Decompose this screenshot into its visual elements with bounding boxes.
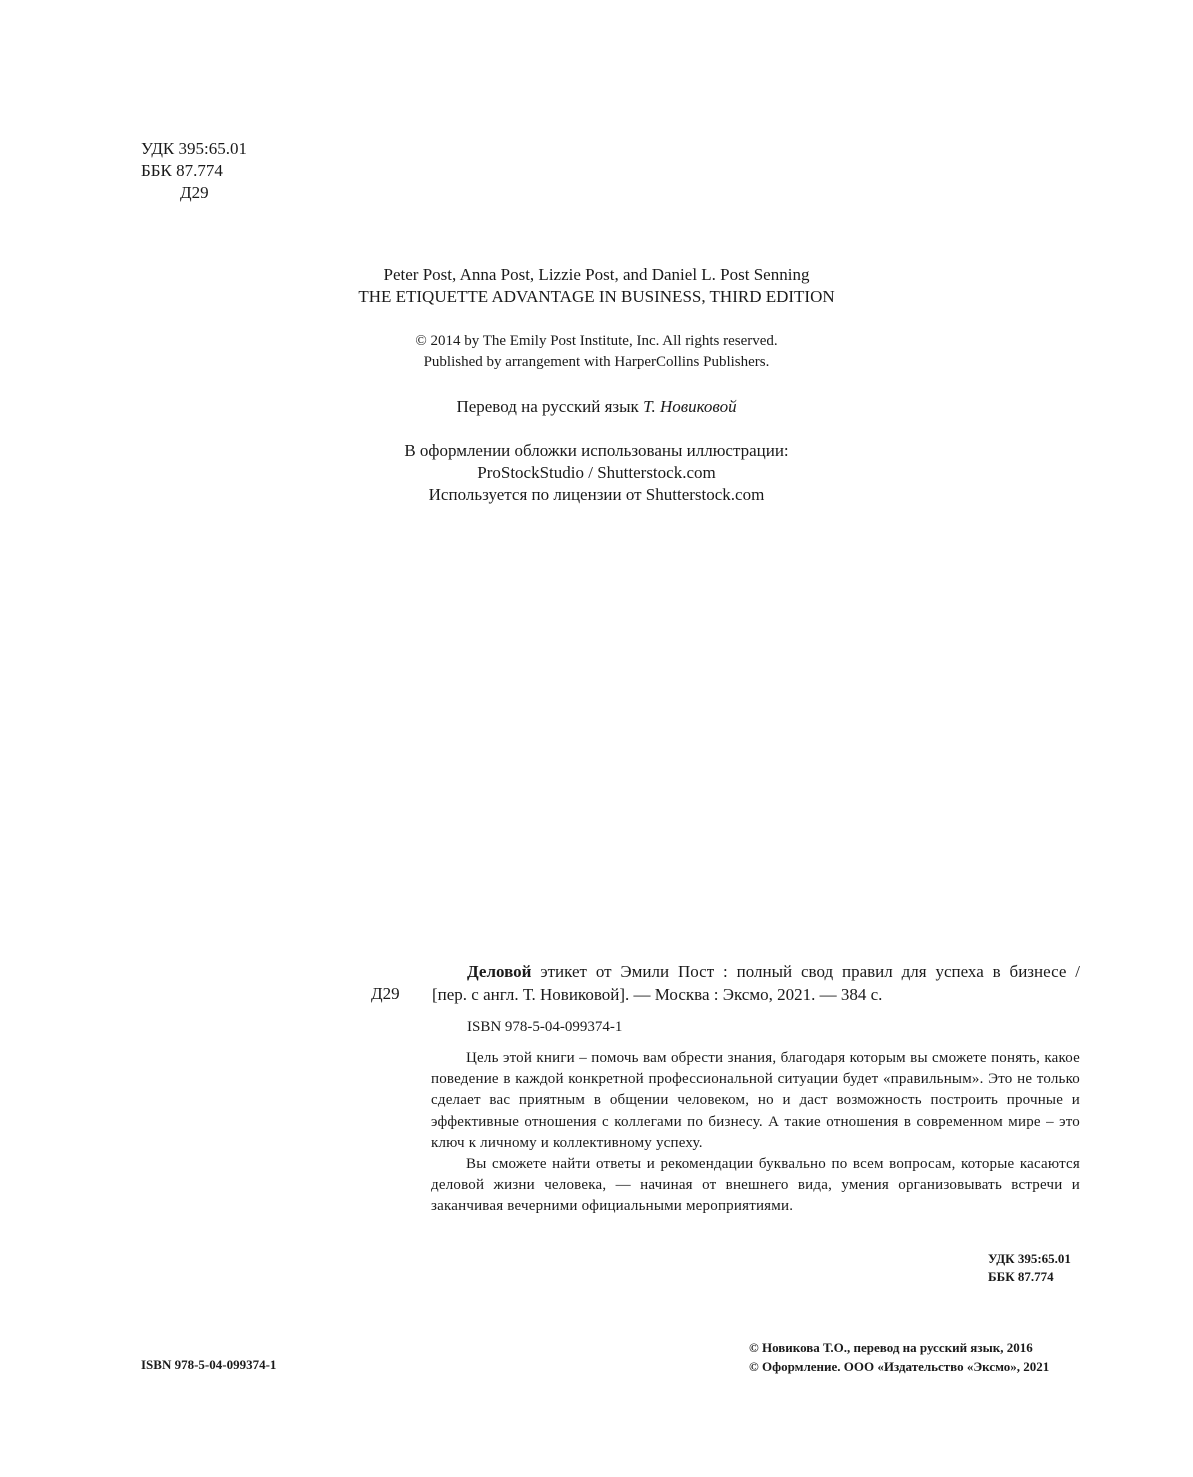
original-title: THE ETIQUETTE ADVANTAGE IN BUSINESS, THIRD EDITION xyxy=(358,287,835,306)
catalog-card-title xyxy=(432,960,1080,1006)
translation-prefix: Перевод на русский язык xyxy=(456,397,644,416)
arrangement-note: Published by arrangement with HarperCollins Publishers. xyxy=(423,354,770,370)
catalog-card-annotation xyxy=(431,1048,1080,1218)
card-udk-code: УДК 395:65.01 xyxy=(988,1251,1071,1266)
catalog-title-bold: Деловой xyxy=(467,962,532,981)
annotation-paragraph: Цель этой книги – помочь вам обрести знания, благодаря которым вы сможете понять, какое поведение в каждой конкретной профессиональной ситуации будет «правильным». Это не только сделает вас приятным в общении человеком, но и даст возможность построить прочные и эффективные отношения с коллегами по бизнесу. А такие отношения в современном мире – это ключ к личному и коллективному успеху. xyxy=(431,1050,1080,1151)
cover-credits-line: В оформлении обложки использованы иллюстрации: xyxy=(404,441,789,460)
design-copyright: © Оформление. ООО «Издательство «Эксмо», 2021 xyxy=(749,1359,1050,1374)
catalog-card-codes xyxy=(988,1250,1071,1286)
translation-copyright: © Новикова Т.О., перевод на русский язык, 2016 xyxy=(749,1340,1033,1355)
cover-credits xyxy=(0,440,1193,506)
catalog-card-index: Д29 xyxy=(371,984,400,1003)
footer-copyrights xyxy=(749,1338,1080,1376)
catalog-card-isbn: ISBN 978-5-04-099374-1 xyxy=(467,1019,623,1035)
author-index: Д29 xyxy=(180,183,209,202)
original-copyright: © 2014 by The Emily Post Institute, Inc. All rights reserved. xyxy=(415,333,778,349)
footer-isbn: ISBN 978-5-04-099374-1 xyxy=(141,1357,277,1372)
catalog-title-rest: этикет от Эмили Пост : полный свод правил для успеха в бизнесе / xyxy=(531,962,1080,981)
classification-codes xyxy=(141,138,247,204)
card-bbk-code: ББК 87.774 xyxy=(988,1269,1054,1284)
annotation-paragraph: Вы сможете найти ответы и рекомендации буквально по всем вопросам, которые касаются деловой жизни человека, — начиная от внешнего вида, умения организовывать встречи и заканчивая вечерними официальными мероприятиями. xyxy=(431,1156,1080,1215)
bbk-code: ББК 87.774 xyxy=(141,161,223,180)
udk-code: УДК 395:65.01 xyxy=(141,139,247,158)
cover-credits-line: Используется по лицензии от Shutterstock.com xyxy=(428,485,765,504)
original-edition-block xyxy=(0,264,1193,308)
catalog-title-line1 xyxy=(432,960,1080,983)
translation-credit xyxy=(0,396,1193,418)
catalog-title-line2: [пер. с англ. Т. Новиковой]. — Москва : Эксмо, 2021. — 384 с. xyxy=(432,985,883,1004)
original-copyright-block xyxy=(0,331,1193,373)
cover-credits-line: ProStockStudio / Shutterstock.com xyxy=(477,463,716,482)
original-authors: Peter Post, Anna Post, Lizzie Post, and Daniel L. Post Senning xyxy=(383,265,810,284)
translator-name: Т. Новиковой xyxy=(643,397,737,416)
